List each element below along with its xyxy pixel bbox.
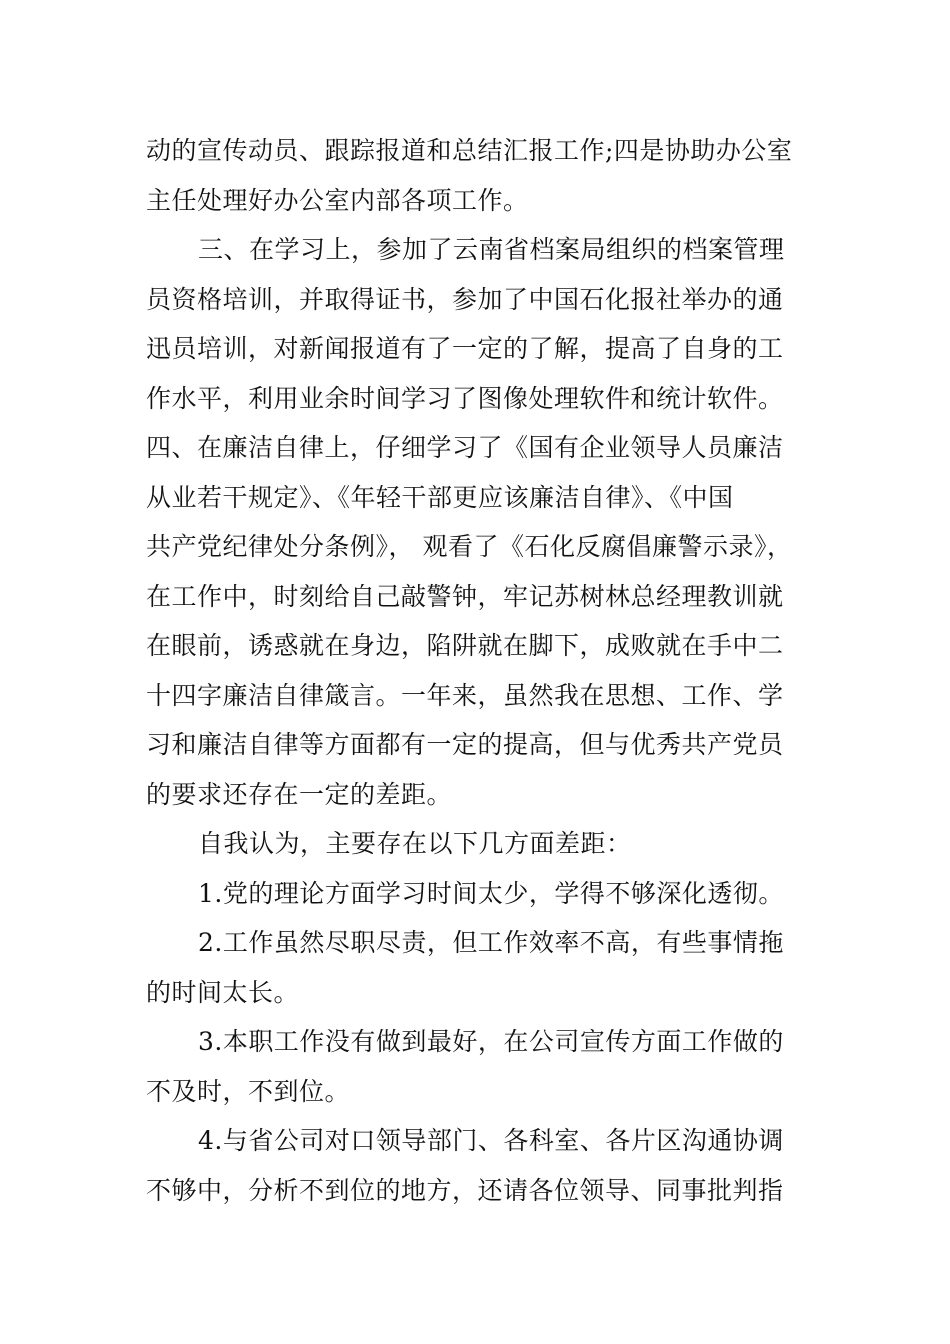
text-line: 十四字廉洁自律箴言。一年来，虽然我在思想、工作、学 (146, 680, 784, 710)
text-line: 从业若干规定》、《年轻干部更应该廉洁自律》、《中国 (146, 482, 734, 512)
text-line: 自我认为，主要存在以下几方面差距： (198, 829, 632, 858)
text-line: 2.工作虽然尽职尽责，但工作效率不高，有些事情拖 (198, 928, 784, 957)
text-line: 不及时，不到位。 (146, 1076, 351, 1106)
text-line: 的时间太长。 (146, 977, 300, 1007)
text-line: 迅员培训，对新闻报道有了一定的了解，提高了自身的工 (146, 334, 784, 363)
text-line: 三、在学习上，参加了云南省档案局组织的档案管理 (198, 235, 785, 264)
document-body (146, 126, 808, 1215)
text-line: 4.与省公司对口领导部门、各科室、各片区沟通协调 (198, 1126, 784, 1155)
text-line: 1.党的理论方面学习时间太少，学得不够深化透彻。 (198, 878, 784, 908)
text-line: 的要求还存在一定的差距。 (146, 779, 453, 809)
text-line: 动的宣传动员、跟踪报道和总结汇报工作;四是协助办公室 (146, 136, 793, 165)
text-line: 作水平，利用业余时间学习了图像处理软件和统计软件。 (146, 383, 784, 413)
text-line: 共产党纪律处分条例》， 观看了《石化反腐倡廉警示录》， (146, 532, 793, 561)
text-line: 在工作中，时刻给自己敲警钟，牢记苏树林总经理教训就 (146, 581, 784, 611)
text-line: 不够中，分析不到位的地方，还请各位领导、同事批判指 (146, 1175, 784, 1205)
text-line: 员资格培训，并取得证书，参加了中国石化报社举办的通 (146, 284, 784, 314)
text-line: 主任处理好办公室内部各项工作。 (146, 185, 529, 215)
text-line: 四、在廉洁自律上，仔细学习了《国有企业领导人员廉洁 (146, 433, 784, 462)
text-line: 3.本职工作没有做到最好，在公司宣传方面工作做的 (198, 1027, 784, 1056)
text-line: 在眼前，诱惑就在身边，陷阱就在脚下，成败就在手中二 (146, 631, 784, 660)
text-line: 习和廉洁自律等方面都有一定的提高，但与优秀共产党员 (146, 730, 784, 759)
